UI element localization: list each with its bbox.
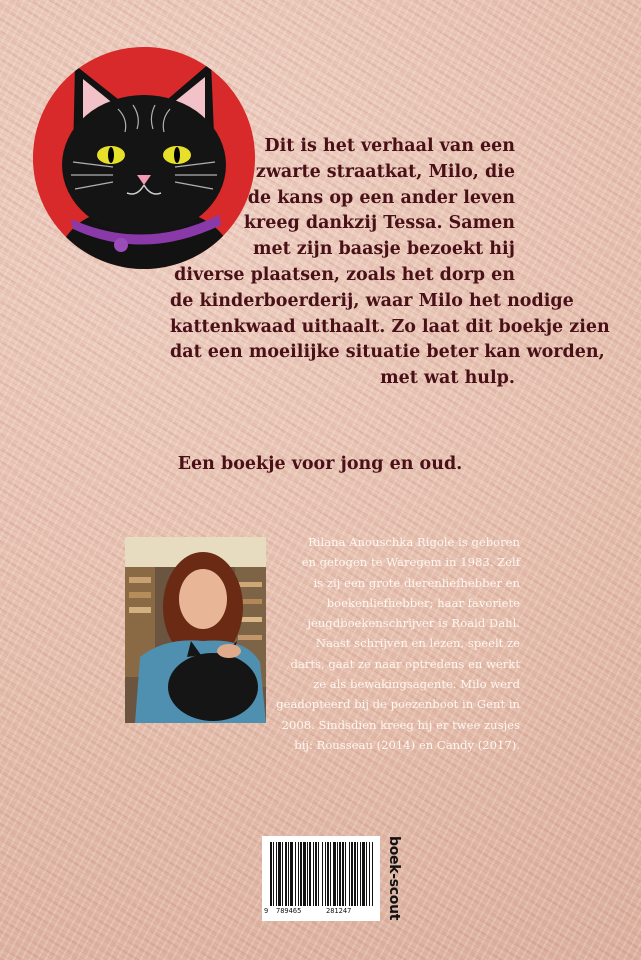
blurb-line: Dit is het verhaal van een <box>264 136 515 156</box>
bio-line: Rilana Anouschka Rigole is geboren <box>308 535 520 549</box>
publisher-logo <box>380 836 410 926</box>
bio-line: geadopteerd bij de poezenboot in Gent in <box>276 697 520 712</box>
bio-line: en getogen te Waregem in 1983. Zelf <box>301 555 520 570</box>
bio-line: jeugdboekenschrijver is Roald Dahl. <box>307 616 520 631</box>
bio-line: bij: Rousseau (2014) en Candy (2017). <box>294 737 520 752</box>
blurb-line: kattenkwaad uithaalt. Zo laat dit boekje zien <box>170 316 610 337</box>
barcode-digit-first: 9 <box>264 907 269 915</box>
author-photo-icon <box>125 537 266 723</box>
tagline: Een boekje voor jong en oud. <box>177 454 463 474</box>
barcode-icon <box>262 836 380 910</box>
blurb-line: dat een moeilijke situatie beter kan worden, <box>170 342 605 363</box>
blurb-line: de kinderboerderij, waar Milo het nodige <box>170 290 574 311</box>
bio-line: is zij een grote dierenliefhebber en <box>313 575 520 590</box>
blurb-text <box>170 134 610 392</box>
blurb-line: kreeg dankzij Tessa. Samen <box>243 213 515 234</box>
author-photo <box>125 537 266 723</box>
isbn-barcode <box>262 836 380 921</box>
barcode-group-left: 789465 <box>276 907 302 915</box>
bio-line: 2008. Sindsdien kreeg hij er twee zusjes <box>281 717 520 732</box>
barcode-digits <box>262 907 380 919</box>
publisher-logo-text: boek-scout <box>386 836 402 921</box>
author-bio <box>268 532 520 755</box>
bio-line: darts, gaat ze naar optredens en werkt <box>290 656 520 671</box>
barcode-group-right: 281247 <box>326 907 352 915</box>
blurb-line: de kans op een ander leven <box>247 187 515 208</box>
blurb-line: met zijn baasje bezoekt hij <box>252 239 515 260</box>
bio-line: Naast schrijven en lezen, speelt ze <box>315 636 520 651</box>
bio-line: ze als bewakingsagente. Milo werd <box>313 677 520 692</box>
blurb-line: met wat hulp. <box>380 368 515 389</box>
bio-line: boekenliefhebber; haar favoriete <box>326 595 520 610</box>
blurb-line: zwarte straatkat, Milo, die <box>255 161 515 182</box>
blurb-line: diverse plaatsen, zoals het dorp en <box>174 264 515 285</box>
